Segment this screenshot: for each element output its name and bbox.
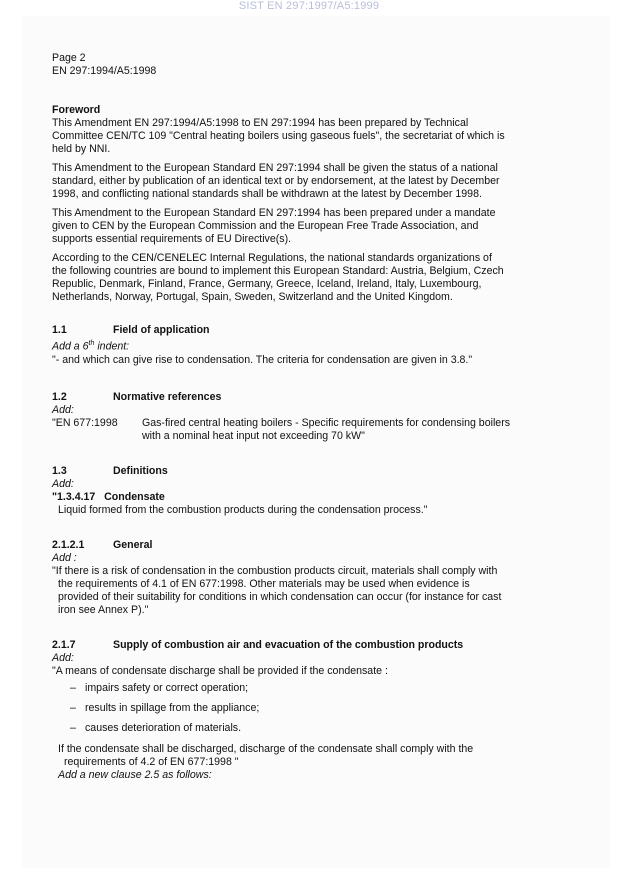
instruction-add: Add:	[52, 651, 74, 664]
clause-heading-2-1-7	[52, 639, 552, 652]
text-line: iron see Annex P)."	[58, 603, 149, 616]
foreword-title: Foreword	[52, 104, 101, 116]
clause-heading-1-3	[52, 465, 552, 478]
document-body	[52, 52, 552, 782]
clause-number: 2.1.2.1	[52, 538, 85, 551]
text-line: This Amendment EN 297:1994/A5:1998 to EN 297:1994 has been prepared by Technical	[52, 117, 469, 129]
foreword-paragraph-2	[52, 162, 552, 201]
definition-text: Liquid formed from the combustion products during the condensation process."	[58, 503, 428, 516]
normative-reference-entry	[52, 417, 552, 443]
clause-2-1-2-1-text	[52, 565, 552, 617]
instruction-add: Add :	[52, 551, 77, 564]
clause-title: Supply of combustion air and evacuation of the combustion products	[113, 638, 464, 651]
clause-number: 1.1	[52, 324, 67, 336]
list-item-text: impairs safety or correct operation;	[85, 681, 249, 694]
text-line: standard, either by publication of an identical text or by endorsement, at the latest by December	[52, 175, 500, 187]
instruction-add: Add:	[52, 477, 74, 490]
list-item-text: causes deterioration of materials.	[85, 721, 242, 734]
clause-title: Definitions	[113, 464, 168, 477]
text-line: held by NNI.	[52, 143, 111, 155]
text-line: supports essential requirements of EU Directive(s).	[52, 233, 292, 245]
clause-title: Field of application	[113, 324, 210, 336]
list-item	[52, 702, 552, 715]
page-number: Page 2	[52, 52, 86, 64]
list-item	[52, 722, 552, 735]
text-line: If the condensate shall be discharged, discharge of the condensate shall comply with the	[58, 742, 474, 755]
text-line: "If there is a risk of condensation in the combustion products circuit, materials shall comply with	[52, 564, 498, 577]
text-line: provided of their suitability for conditions in which condensation can occur (for instance for cast	[58, 590, 502, 603]
text-line: given to CEN by the European Commission and the European Free Trade Association, and	[52, 220, 479, 232]
list-item	[52, 682, 552, 695]
document-id: EN 297:1994/A5:1998	[52, 65, 157, 77]
clause-1-1-text: "- and which can give rise to condensation. The criteria for condensation are given in 3.8."	[52, 353, 473, 366]
superscript: th	[88, 340, 95, 347]
definition-term: "1.3.4.17 Condensate	[52, 490, 165, 503]
clause-2-1-7-intro: "A means of condensate discharge shall be provided if the condensate :	[52, 664, 388, 677]
clause-number: 2.1.7	[52, 638, 76, 651]
instruction-add: Add:	[52, 403, 74, 416]
dash-bullet: –	[70, 681, 76, 694]
text-line: This Amendment to the European Standard EN 297:1994 shall be given the status of a national	[52, 162, 498, 174]
clause-heading-1-1	[52, 324, 552, 337]
dash-bullet: –	[70, 701, 76, 714]
text-line: This Amendment to the European Standard EN 297:1994 has been prepared under a mandate	[52, 207, 496, 219]
text-line: Committee CEN/TC 109 "Central heating boilers using gaseous fuels", the secretariat of which is	[52, 130, 505, 142]
instruction-text: indent:	[94, 340, 130, 353]
reference-title	[142, 417, 552, 443]
text-line: According to the CEN/CENELEC Internal Regulations, the national standards organizations of	[52, 252, 492, 264]
clause-title: Normative references	[113, 390, 222, 403]
watermark-header: SIST EN 297:1997/A5:1999	[238, 0, 380, 12]
text-line: the requirements of 4.1 of EN 677:1998. Other materials may be used when evidence is	[58, 577, 470, 590]
instruction-new-clause: Add a new clause 2.5 as follows:	[58, 768, 212, 781]
clause-heading-2-1-2-1	[52, 539, 552, 552]
text-line: Republic, Denmark, Finland, France, Germany, Greece, Iceland, Ireland, Italy, Luxembourg,	[52, 278, 482, 290]
reference-number: "EN 677:1998	[52, 416, 118, 429]
instruction-text: Add a 6	[52, 340, 89, 353]
text-line: Gas-fired central heating boilers - Specific requirements for condensing boilers	[142, 416, 511, 429]
foreword-paragraph-4	[52, 252, 552, 304]
text-line: the following countries are bound to implement this European Standard: Austria, Belgium, Czech	[52, 265, 504, 277]
foreword-paragraph-3	[52, 207, 552, 246]
foreword-paragraph-1	[52, 117, 552, 156]
text-line: 1998, and conflicting national standards shall be withdrawn at the latest by December 1998.	[52, 188, 482, 200]
dash-bullet: –	[70, 721, 76, 734]
clause-2-1-7-discharge	[52, 743, 552, 769]
clause-number: 1.2	[52, 390, 67, 403]
clause-title: General	[113, 538, 153, 551]
instruction-add-indent	[52, 337, 552, 354]
text-line: with a nominal heat input not exceeding 70 kW"	[142, 429, 365, 442]
clause-number: 1.3	[52, 464, 67, 477]
clause-heading-1-2	[52, 391, 552, 404]
text-line: requirements of 4.2 of EN 677:1998 "	[64, 755, 239, 768]
text-line: Netherlands, Norway, Portugal, Spain, Sweden, Switzerland and the United Kingdom.	[52, 291, 453, 303]
list-item-text: results in spillage from the appliance;	[85, 701, 260, 714]
